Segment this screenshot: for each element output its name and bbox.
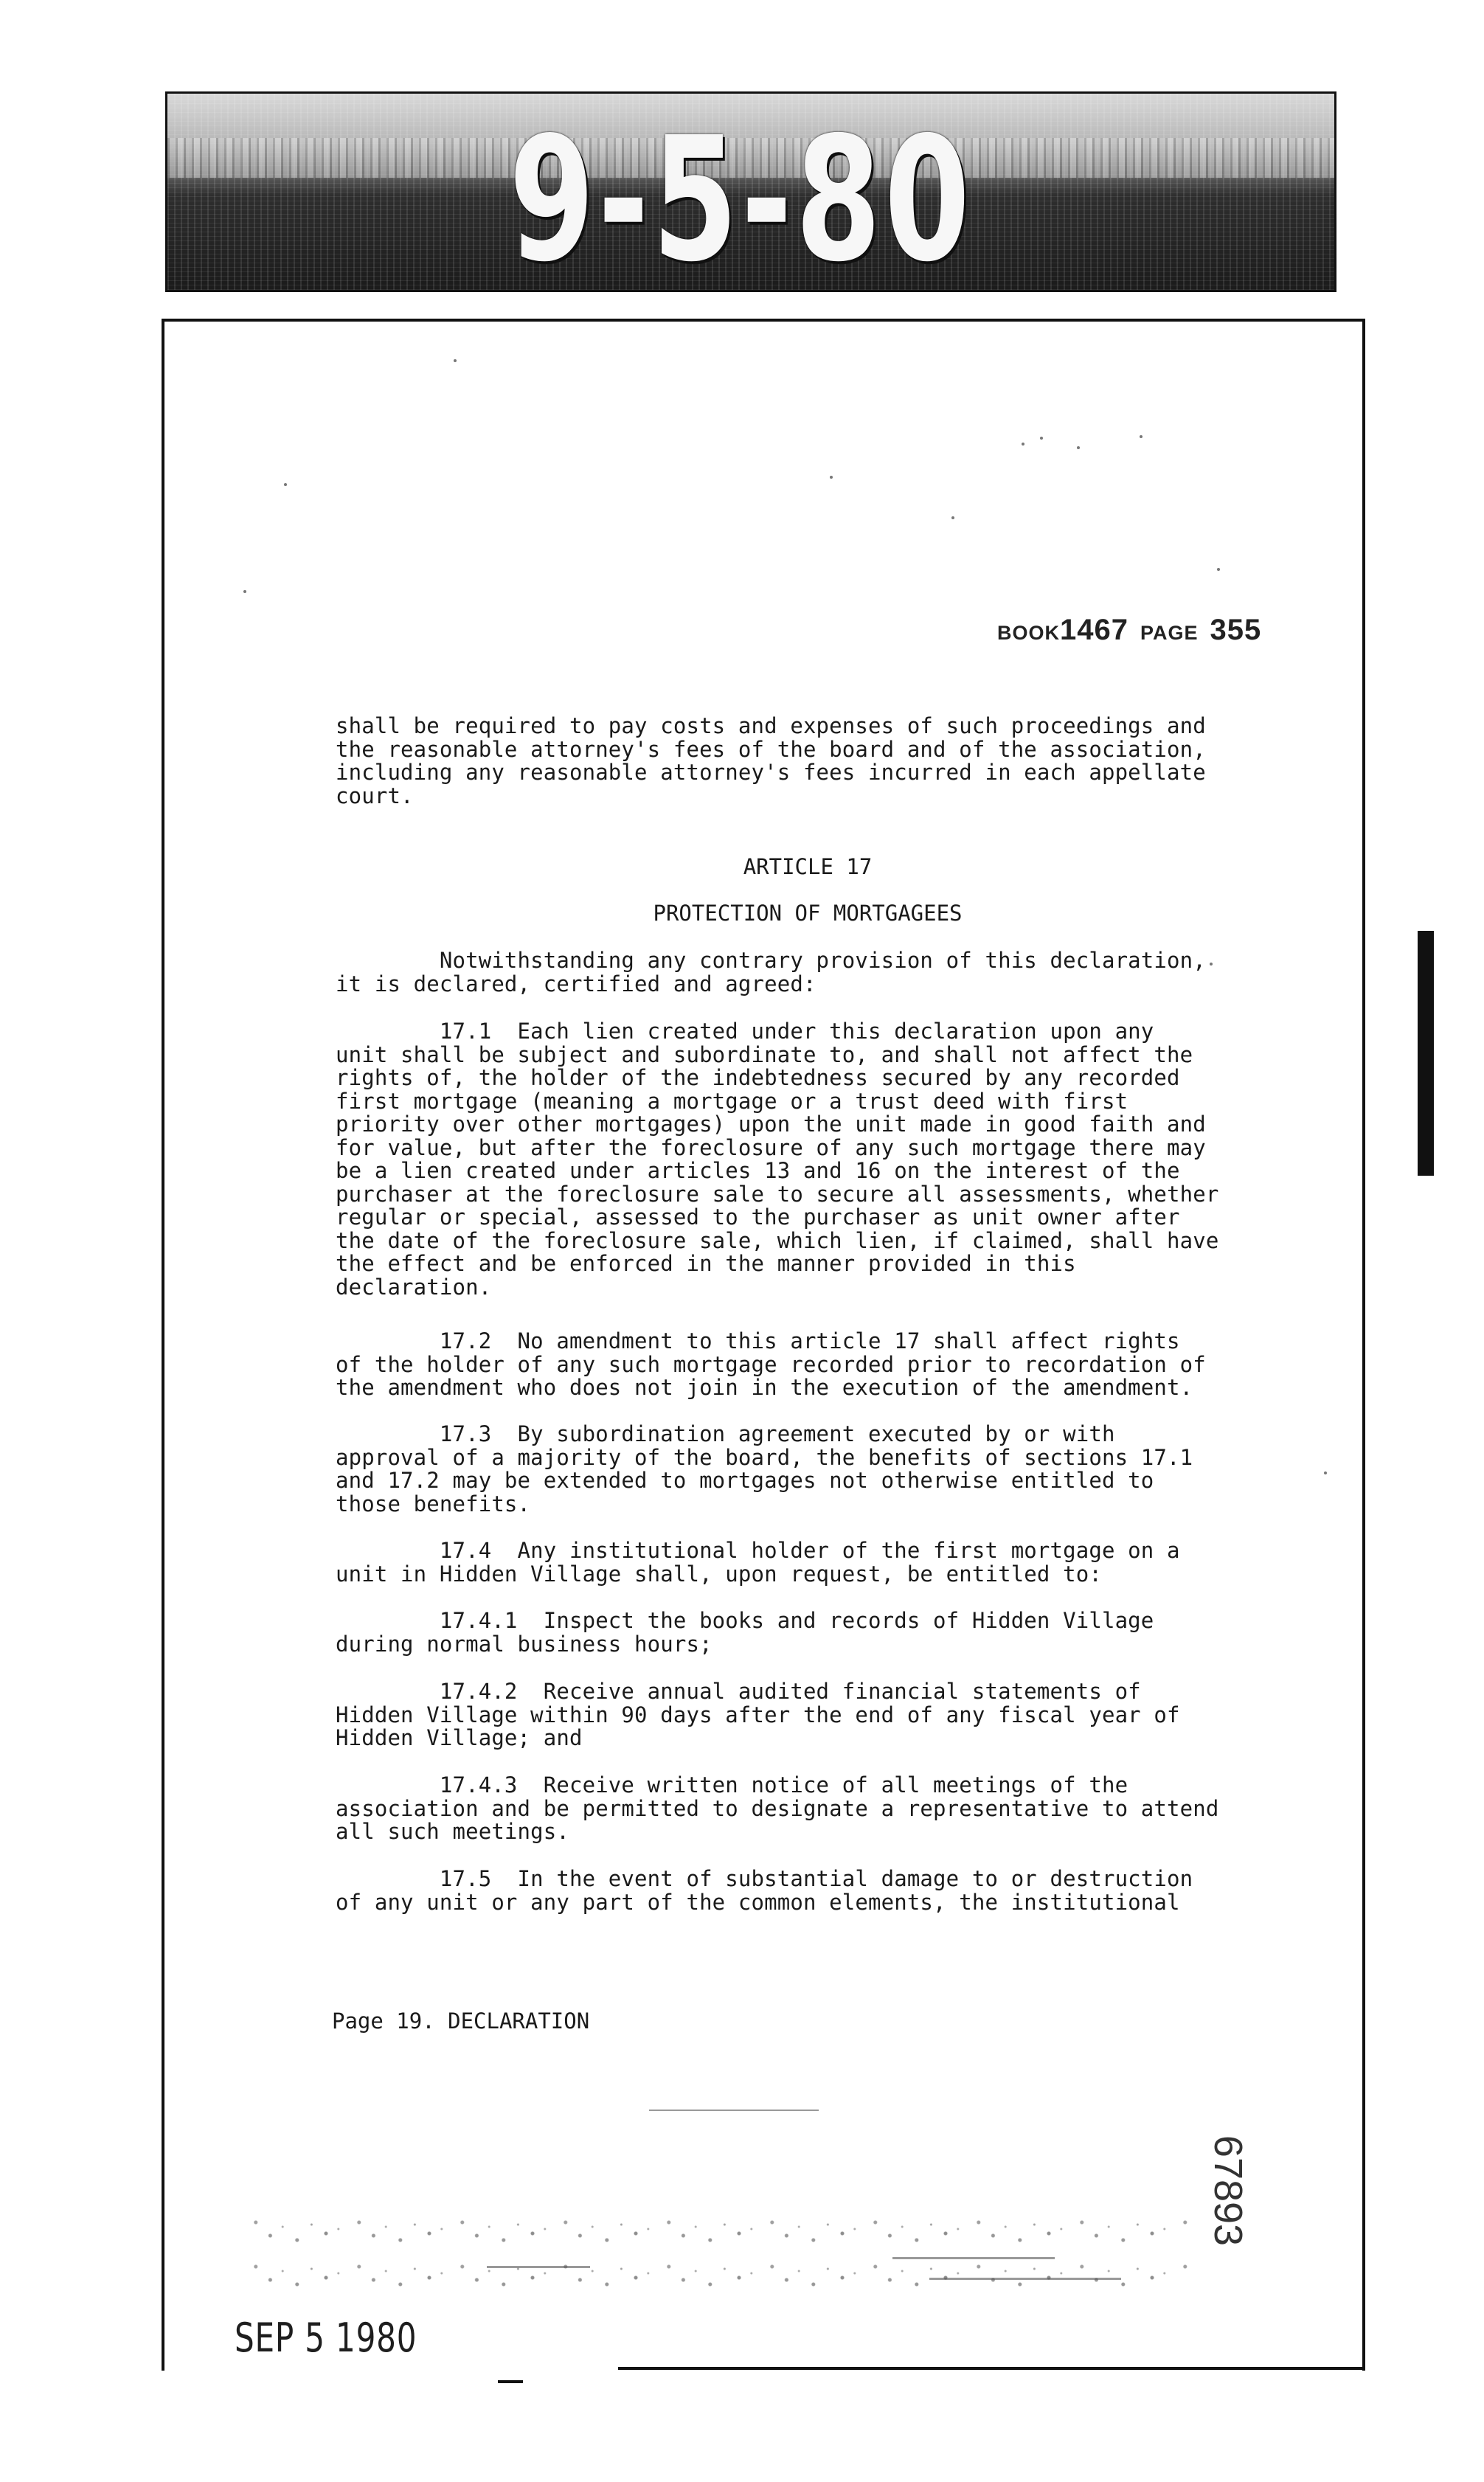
banner-date: 9-5-80 — [508, 100, 974, 299]
scan-noise-line — [649, 2110, 819, 2111]
scan-speck — [243, 590, 246, 593]
section-17-4-2: 17.4.2 Receive annual audited financial statements of Hidden Village within 90 days after the end of any fiscal year of Hidden Village; and — [336, 1679, 1180, 1750]
book-number: 1467 — [1060, 614, 1128, 646]
book-label: BOOK — [997, 622, 1060, 644]
section-17-3: 17.3 By subordination agreement executed by or with approval of a majority of the board, the benefits of sections 17.1 and 17.2 may be extended to mortgages not otherwise entitled to those benefits. — [336, 1421, 1193, 1516]
intro-paragraph: Notwithstanding any contrary provision of this declaration, it is declared, certified and agreed: — [336, 948, 1206, 996]
scan-noise-line — [487, 2266, 590, 2268]
margin-mark — [1418, 931, 1434, 1176]
section-17-1: 17.1 Each lien created under this declaration upon any unit shall be subject and subordinate to, and shall not affect the rights of, the holder of the indebtedness secured by any recorded first mortgage (meaning a mortgage or a trust deed with first priority over other mortgages) upon the unit made in good faith and for value, but after the foreclosure of any such mortgage there may be a lien created under articles 13 and 16 on the interest of the purchaser at the foreclosure sale to secure all assessments, whether regular or special, assessed to the purchaser as unit owner after the date of the foreclosure sale, which lien, if claimed, shall have the effect and be enforced in the manner provided in this declaration. — [336, 1019, 1219, 1300]
scan-speck — [951, 516, 954, 519]
article-title: PROTECTION OF MORTGAGEES — [653, 901, 963, 926]
section-17-4-3: 17.4.3 Receive written notice of all meetings of the association and be permitted to designate a representative to attend all such meetings. — [336, 1772, 1219, 1844]
scan-noise-line — [892, 2257, 1055, 2259]
filing-date-stamp: SEP 5 1980 — [235, 2315, 417, 2361]
frame-mark — [498, 2380, 523, 2383]
page-footer: Page 19. DECLARATION — [332, 2008, 590, 2034]
scan-speck — [830, 476, 833, 479]
document-number: 67893 — [1206, 2135, 1250, 2247]
scan-speck — [1022, 443, 1024, 446]
scan-speck — [454, 359, 457, 362]
section-17-4-1: 17.4.1 Inspect the books and records of Hidden Village during normal business hours; — [336, 1608, 1154, 1657]
scan-noise — [243, 2209, 1195, 2298]
scan-noise-line — [929, 2278, 1121, 2280]
scan-speck — [1140, 435, 1143, 438]
scan-speck — [1217, 568, 1220, 571]
page-label: PAGE — [1140, 622, 1199, 644]
scan-speck — [1324, 1471, 1327, 1474]
section-17-2: 17.2 No amendment to this article 17 shall affect rights of the holder of any such mortgage recorded prior to recordation of the amendment who does not join in the execution of the amendment. — [336, 1328, 1206, 1400]
section-17-5: 17.5 In the event of substantial damage to or destruction of any unit or any part of the common elements, the institutional — [336, 1866, 1193, 1915]
scan-speck — [1040, 437, 1043, 440]
scan-speck — [1077, 446, 1080, 449]
continuation-paragraph: shall be required to pay costs and expenses of such proceedings and the reasonable attorney's fees of the board and of the association, including any reasonable attorney's fees incurred in each appellate court. — [336, 713, 1206, 808]
scan-speck — [284, 483, 287, 486]
book-page-reference — [997, 614, 1261, 647]
article-heading: ARTICLE 17 — [743, 854, 873, 879]
page-number: 355 — [1210, 614, 1262, 646]
date-banner — [165, 91, 1336, 299]
section-17-4: 17.4 Any institutional holder of the first mortgage on a unit in Hidden Village shall, upon request, be entitled to: — [336, 1538, 1180, 1587]
document-frame-bottom — [618, 2367, 1365, 2370]
